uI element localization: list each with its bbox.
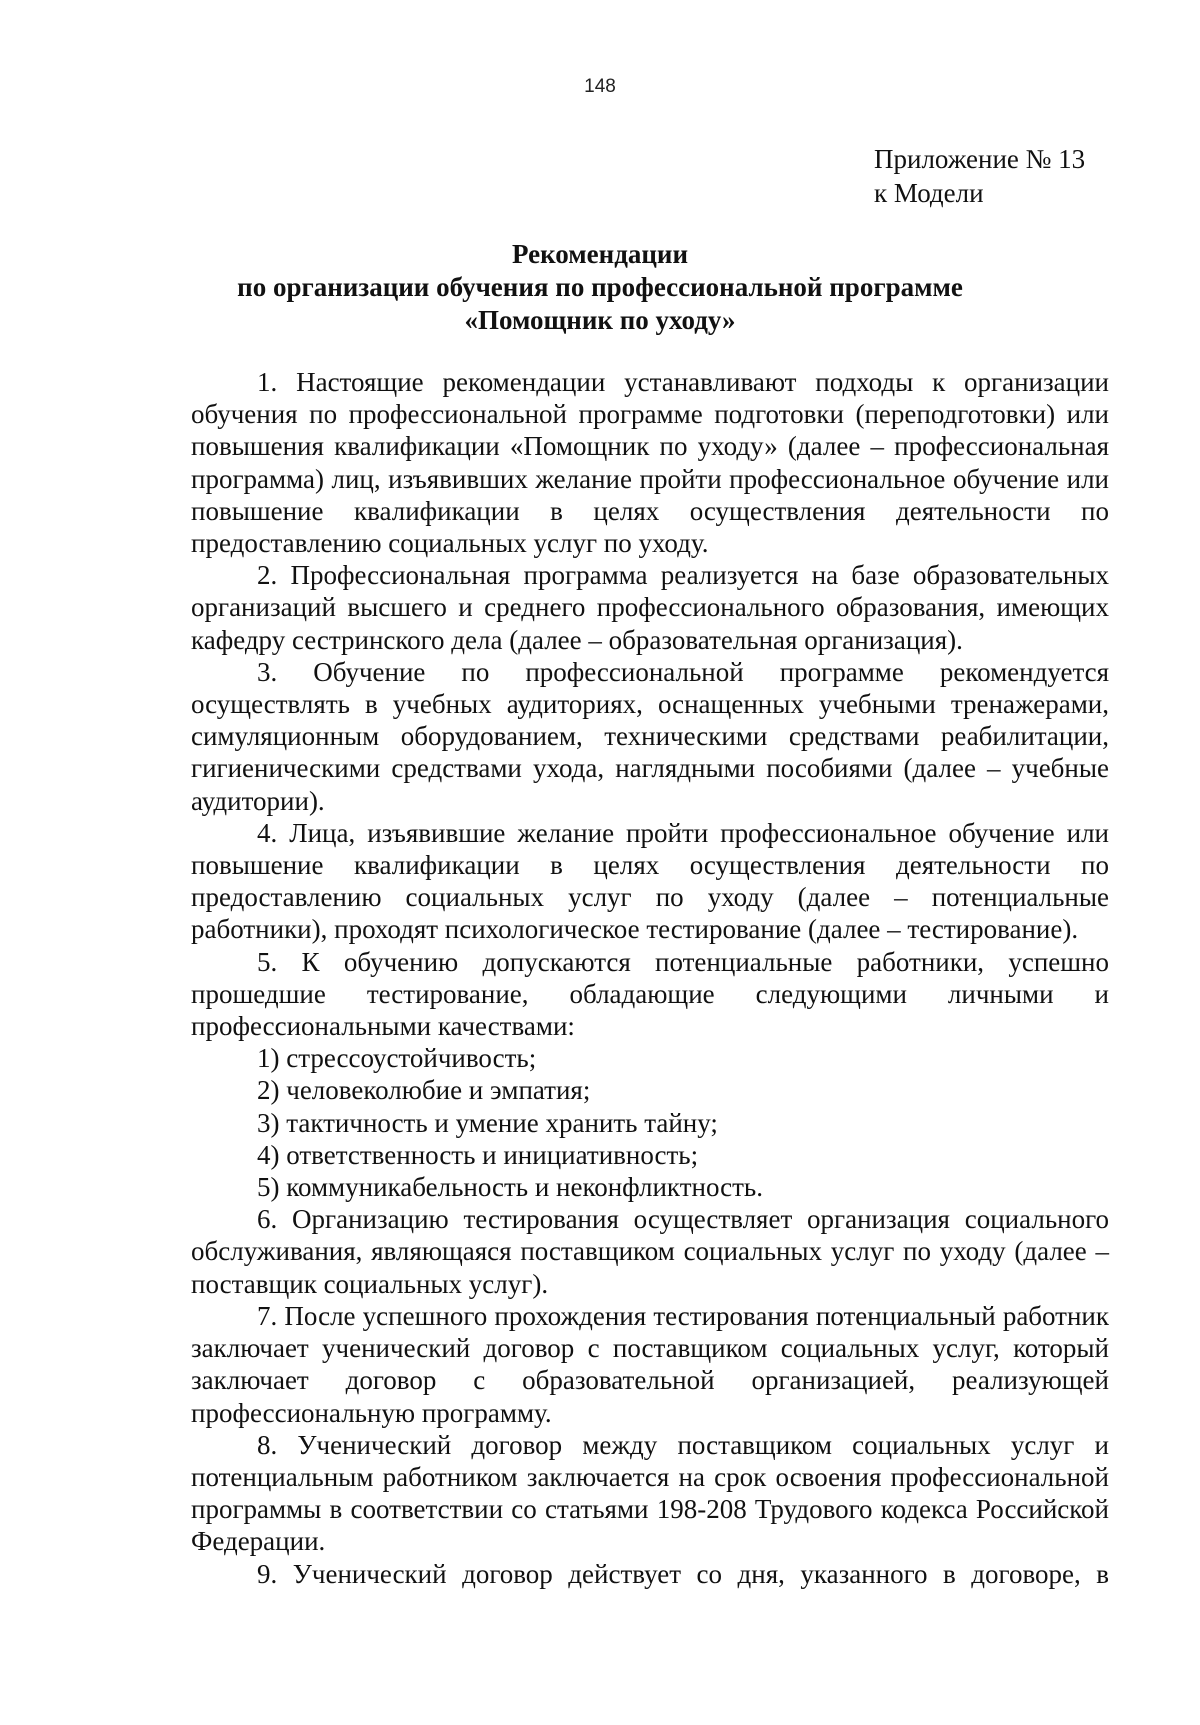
title-line-1: Рекомендации <box>511 239 689 269</box>
quality-item-5: 5) коммуникабельность и неконфликтность. <box>257 1172 763 1203</box>
paragraph-8: 8. Ученический договор между поставщиком социальных услуг и потенциальным работником заключается на срок освоения профессиональной программы в соответствии со статьями 198-208 Трудового кодекса Российской Федерации. <box>191 1429 1109 1557</box>
paragraph-5: 5. К обучению допускаются потенциальные работники, успешно прошедшие тестирование, обладающие следующими личными и профессиональными качествами: <box>191 946 1109 1042</box>
document-title <box>0 238 1200 337</box>
quality-item-3: 3) тактичность и умение хранить тайну; <box>257 1107 718 1138</box>
title-line-3: «Помощник по уходу» <box>464 305 736 335</box>
paragraph-4: 4. Лица, изъявившие желание пройти профессиональное обучение или повышение квалификации в целях осуществления деятельности по предоставлению социальных услуг по уходу (далее – потенциальные работники), проходят психологическое тестирование (далее – тестирование). <box>191 817 1109 945</box>
appendix-reference <box>874 142 1085 210</box>
paragraph-1: 1. Настоящие рекомендации устанавливают подходы к организации обучения по профессиональной программе подготовки (переподготовки) или повышения квалификации «Помощник по уходу» (далее – профессиональная программа) лиц, изъявивших желание пройти профессиональное обучение или повышение квалификации в целях осуществления деятельности по предоставлению социальных услуг по уходу. <box>191 367 1109 559</box>
paragraph-2: 2. Профессиональная программа реализуется на базе образовательных организаций высшего и среднего профессионального образования, имеющих кафедру сестринского дела (далее – образовательная организация). <box>191 560 1109 655</box>
appendix-model-ref: к Модели <box>874 178 984 208</box>
document-body <box>191 366 1109 1590</box>
paragraph-6: 6. Организацию тестирования осуществляет организация социального обслуживания, являющаяся поставщиком социальных услуг по уходу (далее – поставщик социальных услуг). <box>191 1204 1109 1299</box>
title-line-2: по организации обучения по профессиональной программе <box>237 272 963 302</box>
paragraph-7: 7. После успешного прохождения тестирования потенциальный работник заключает ученический договор с поставщиком социальных услуг, который заключает договор с образовательной организацией, реализующей профессиональную программу. <box>191 1300 1109 1428</box>
page-number: 148 <box>584 76 616 97</box>
quality-item-4: 4) ответственность и инициативность; <box>257 1139 699 1170</box>
appendix-number: Приложение № 13 <box>874 144 1086 174</box>
paragraph-9: 9. Ученический договор действует со дня, указанного в договоре, в <box>257 1558 1109 1589</box>
paragraph-3: 3. Обучение по профессиональной программе рекомендуется осуществлять в учебных аудиториях, оснащенных учебными тренажерами, симуляционным оборудованием, техническими средствами реабилитации, гигиеническими средствами ухода, наглядными пособиями (далее – учебные аудитории). <box>191 656 1109 816</box>
quality-item-2: 2) человеколюбие и эмпатия; <box>257 1075 591 1106</box>
quality-item-1: 1) стрессоустойчивость; <box>257 1043 537 1074</box>
